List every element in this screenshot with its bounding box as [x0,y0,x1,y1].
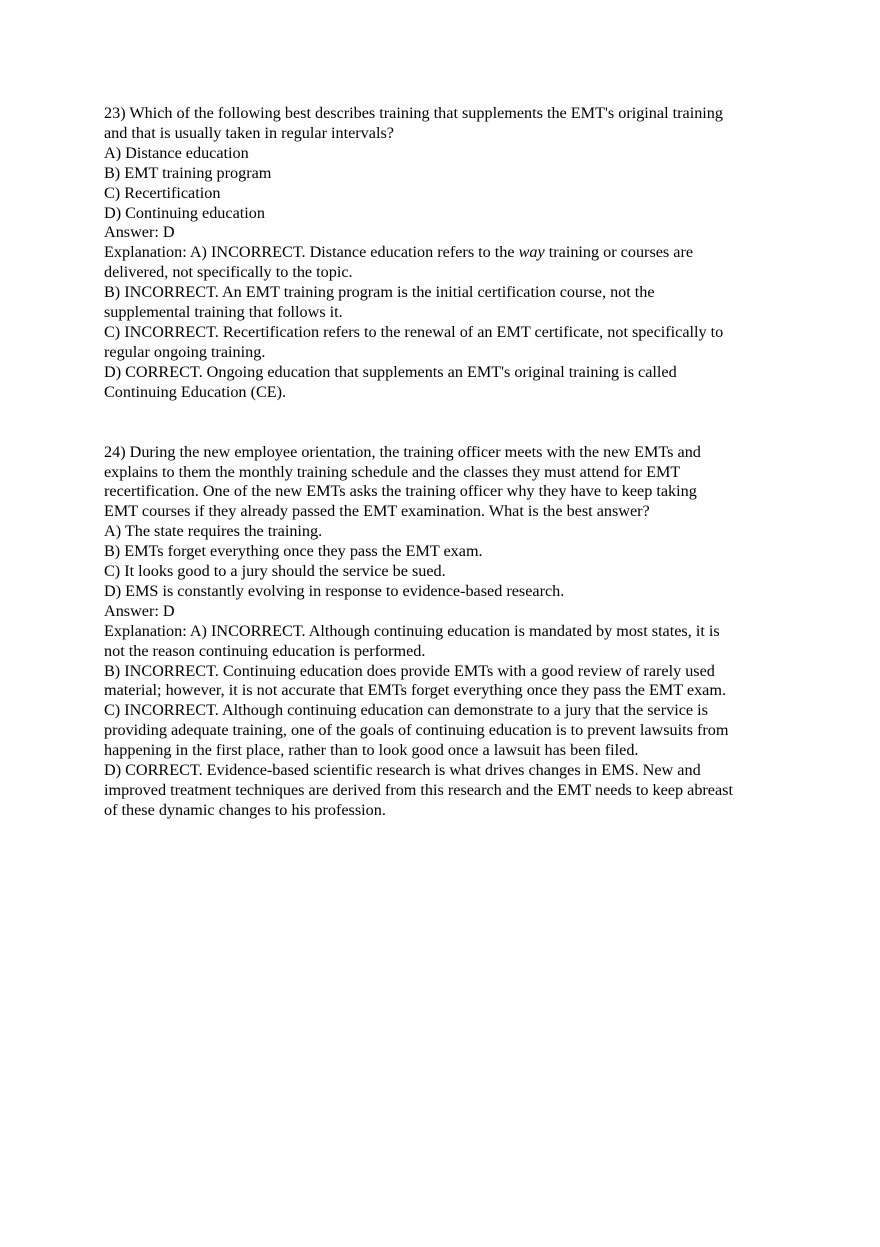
explanation-line: C) INCORRECT. Although continuing education can demonstrate to a jury that the service is [104,701,708,720]
option-d: D) Continuing education [104,203,265,222]
explanation-intro [104,243,784,263]
explanation-line: B) INCORRECT. An EMT training program is the initial certification course, not the [104,283,655,302]
explanation-line: D) CORRECT. Evidence-based scientific research is what drives changes in EMS. New and [104,761,701,780]
section-spacer [104,403,784,443]
option-a: A) The state requires the training. [104,522,323,541]
explanation-line: C) INCORRECT. Recertification refers to the renewal of an EMT certificate, not specifically to [104,322,724,341]
explanation-intro-after: training or courses are [544,243,694,262]
page-content [104,104,784,821]
explanation-line: B) INCORRECT. Continuing education does provide EMTs with a good review of rarely used [104,661,715,680]
explanation-emphasis: way [518,243,545,262]
explanation-line: regular ongoing training. [104,342,266,361]
explanation-line: Explanation: A) INCORRECT. Although continuing education is mandated by most states, it is [104,621,720,640]
explanation-line: D) CORRECT. Ongoing education that supplements an EMT's original training is called [104,362,677,381]
question-23 [104,104,784,403]
explanation-line: of these dynamic changes to his profession. [104,800,386,819]
answer-line: Answer: D [104,601,175,620]
explanation-line: happening in the first place, rather than to look good once a lawsuit has been filed. [104,741,639,760]
option-b: B) EMT training program [104,163,272,182]
question-stem-line: EMT courses if they already passed the EMT examination. What is the best answer? [104,502,650,521]
explanation-line: improved treatment techniques are derived from this research and the EMT needs to keep abreast [104,781,733,799]
explanation-line: material; however, it is not accurate that EMTs forget everything once they pass the EMT exam. [104,681,726,700]
explanation-line: providing adequate training, one of the goals of continuing education is to prevent lawsuits from [104,721,729,740]
question-stem-line: recertification. One of the new EMTs asks the training officer why they have to keep taking [104,482,697,501]
question-stem-line: 24) During the new employee orientation, the training officer meets with the new EMTs and [104,442,701,461]
question-stem-line: and that is usually taken in regular intervals? [104,123,394,142]
option-c: C) Recertification [104,183,221,202]
question-24 [104,443,784,821]
option-b: B) EMTs forget everything once they pass the EMT exam. [104,542,483,561]
explanation-line: delivered, not specifically to the topic. [104,263,353,282]
question-stem-line: 23) Which of the following best describes training that supplements the EMT's original training [104,104,723,122]
explanation-line: not the reason continuing education is performed. [104,641,426,660]
explanation-line: Continuing Education (CE). [104,382,287,401]
option-a: A) Distance education [104,143,249,162]
explanation-line: supplemental training that follows it. [104,303,343,322]
option-d: D) EMS is constantly evolving in response to evidence-based research. [104,581,565,600]
explanation-intro-before: Explanation: A) INCORRECT. Distance education refers to the [104,243,519,262]
answer-line: Answer: D [104,223,175,242]
option-c: C) It looks good to a jury should the service be sued. [104,562,446,581]
question-stem-line: explains to them the monthly training schedule and the classes they must attend for EMT [104,462,681,481]
